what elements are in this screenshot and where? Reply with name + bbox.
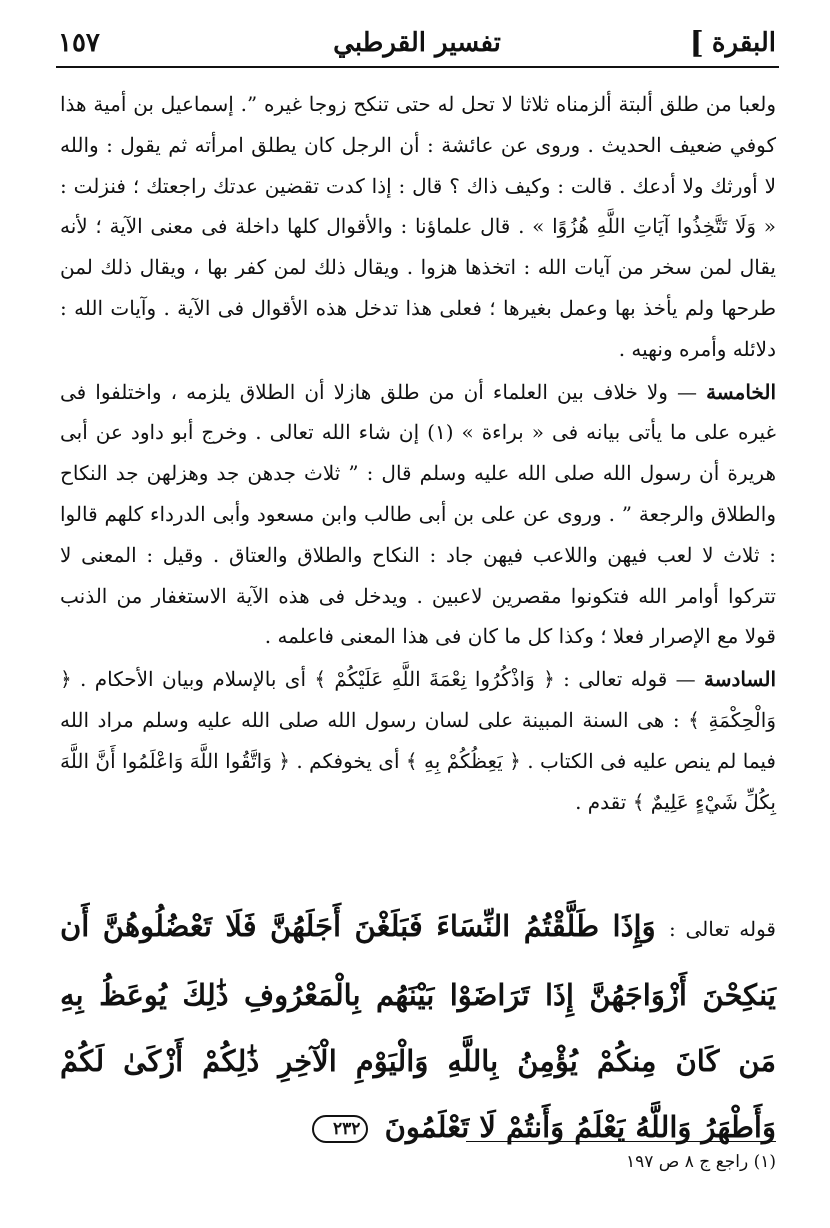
verse-text: وَإِذَا طَلَّقْتُمُ النِّسَاءَ فَبَلَغْنَ أَجَلَهُنَّ فَلَا تَعْضُلُوهُنَّ أَن يَنكِحْنَ أَزْوَاجَهُنَّ إِذَا تَرَاضَوْا بَيْنَهُم بِالْمَعْرُوفِ ذَٰلِكَ يُوعَظُ بِهِ مَن كَانَ مِنكُمْ يُؤْمِنُ بِاللَّهِ وَالْيَوْمِ الْآخِرِ ذَٰلِكُمْ أَزْكَىٰ لَكُمْ وَأَطْهَرُ وَاللَّهُ يَعْلَمُ وَأَنتُمْ لَا تَعْلَمُونَ bbox=[60, 909, 776, 1144]
page-number: ١٥٧ bbox=[58, 28, 100, 58]
footnote-rule bbox=[466, 1141, 776, 1142]
header-bracket: ] bbox=[689, 25, 704, 61]
running-header bbox=[58, 22, 776, 64]
paragraph-text: — قوله تعالى : ﴿ وَاذْكُرُوا نِعْمَةَ اللَّهِ عَلَيْكُمْ ﴾ أى بالإسلام وبيان الأحكام . ﴿ وَالْحِكْمَةِ ﴾ : هى السنة المبينة على لسان رسول الله صلى الله عليه وسلم مراد الله فيما لم ينص عليه فى الكتاب . ﴿ يَعِظُكُمْ بِهِ ﴾ أى يخوفكم . ﴿ وَاتَّقُوا اللَّهَ وَاعْلَمُوا أَنَّ اللَّهَ بِكُلِّ شَيْءٍ عَلِيمٌ ﴾ تقدم . bbox=[60, 667, 776, 814]
paragraph-2 bbox=[60, 372, 776, 658]
header-rule bbox=[56, 66, 779, 68]
body-text bbox=[60, 84, 776, 822]
paragraph-text: ولعبا من طلق ألبتة ألزمناه ثلاثا لا تحل له حتى تنكح زوجا غيره ”. إسماعيل بن أمية هذا كوفي ضعيف الحديث . وروى عن عائشة : أن الرجل كان يطلق امرأته ثم يقول : والله لا أورثك ولا أدعك . قالت : وكيف ذاك ؟ قال : إذا كدت تقضين عدتك راجعتك ؛ فنزلت : « وَلَا تَتَّخِذُوا آيَاتِ اللَّهِ هُزُوًا » . قال علماؤنا : والأقوال كلها داخلة فى معنى الآية ؛ لأنه يقال لمن سخر من آيات الله : اتخذها هزوا . ويقال ذلك لمن كفر بها ، ويقال ذلك لمن طرحها ولم يأخذ بها وعمل بغيرها ؛ فعلى هذا تدخل هذه الأقوال فى الآية . وآيات الله : دلائله وأمره ونهيه . bbox=[60, 92, 776, 361]
paragraph-3 bbox=[60, 659, 776, 822]
ayah-number-medallion: ٢٣٢ bbox=[312, 1115, 368, 1143]
paragraph-lead: الخامسة bbox=[706, 379, 776, 404]
paragraph-lead: السادسة bbox=[704, 667, 777, 692]
quran-verse bbox=[60, 893, 776, 1160]
paragraph-text: — ولا خلاف بين العلماء أن من طلق هازلا أن الطلاق يلزمه ، واختلفوا فى غيره على ما يأتى بيانه فى « براءة » (١) إن شاء الله تعالى . وخرج أبو داود عن أبى هريرة أن رسول الله صلى الله عليه وسلم قال : ” ثلاث جدهن جد وهزلهن جد النكاح والطلاق والرجعة ” . وروى عن على بن أبى طالب وابن مسعود وأبى الدرداء كلهم قالوا : ثلاث لا لعب فيهن واللاعب فيهن جاد : النكاح والطلاق والعتاق . وقيل : المعنى لا تتركوا أوامر الله فتكونوا مقصرين لاعبين . ويدخل فى هذه الآية الاستغفار من الذنب قولا مع الإصرار فعلا ؛ وكذا كل ما كان فى هذا المعنى فاعلمه . bbox=[60, 379, 777, 649]
surah-name: البقرة bbox=[711, 28, 776, 58]
book-title: تفسير القرطبي bbox=[333, 28, 501, 58]
paragraph-1 bbox=[60, 84, 776, 370]
footnote: (١) راجع ج ٨ ص ١٩٧ bbox=[625, 1152, 776, 1172]
verse-intro: قوله تعالى : bbox=[669, 917, 776, 941]
